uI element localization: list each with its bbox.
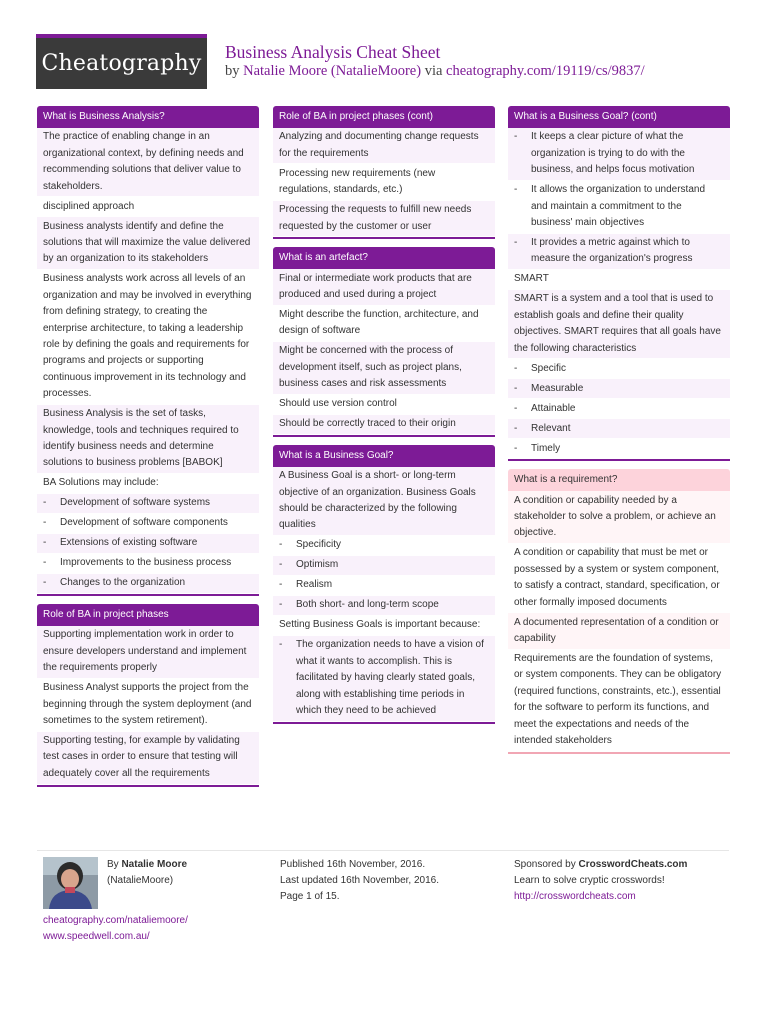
section-role-of-ba-in-project-phases-cont <box>273 106 495 239</box>
row-text: Specificity <box>296 539 342 551</box>
row-text: Improvements to the business process <box>60 557 232 569</box>
bullet-item <box>508 181 730 234</box>
text-row <box>37 128 259 197</box>
text-row <box>508 270 730 290</box>
bullet-dash: - <box>514 382 518 394</box>
text-row <box>37 405 259 474</box>
bullet-dash: - <box>514 236 518 248</box>
row-text: Analyzing and documenting change requests for the requirements <box>279 131 479 159</box>
bullet-dash: - <box>43 577 47 589</box>
bullet-item <box>508 439 730 459</box>
via-text: via <box>424 63 443 79</box>
bullet-item <box>37 514 259 534</box>
bullet-item <box>508 379 730 399</box>
row-text: It allows the organization to understand and maintain a commitment to the business' main objectives <box>531 184 705 228</box>
bullet-item <box>37 534 259 554</box>
text-row <box>273 395 495 415</box>
text-row <box>37 679 259 732</box>
bullet-item <box>37 554 259 574</box>
row-text: Processing the requests to fulfill new needs requested by the customer or user <box>279 204 472 232</box>
column-3 <box>508 106 730 762</box>
section-heading: Role of BA in project phases (cont) <box>273 106 495 128</box>
bullet-dash: - <box>514 131 518 143</box>
section-rows <box>273 467 495 724</box>
row-text: Requirements are the foundation of systems, or system components. They can be obligatory (required functions, constraints, etc.), essential for the software to perform its functions, and meet the expectations and needs of the intended stakeholders <box>514 652 722 747</box>
text-row <box>273 128 495 164</box>
text-row <box>37 197 259 217</box>
bullet-item <box>273 536 495 556</box>
bullet-dash: - <box>43 537 47 549</box>
section-heading: What is a Business Goal? <box>273 445 495 467</box>
row-text: A condition or capability that must be met or possessed by a system or system component, to satisfy a contract, standard, specification, or other formally imposed documents <box>514 547 720 608</box>
bullet-item <box>273 596 495 616</box>
section-what-is-an-artefact <box>273 247 495 437</box>
section-rows <box>273 269 495 437</box>
section-what-is-a-requirement <box>508 469 730 753</box>
footer-links <box>43 913 188 945</box>
row-text: Changes to the organization <box>60 577 186 589</box>
footer-by-label: By <box>107 859 119 870</box>
section-what-is-a-business-goal <box>273 445 495 724</box>
row-text: A documented representation of a condition or capability <box>514 616 719 644</box>
by-prefix: by <box>225 63 240 79</box>
text-row <box>273 616 495 636</box>
row-text: Measurable <box>531 382 584 394</box>
text-row <box>273 164 495 200</box>
row-text: Business analysts identify and define the solutions that will maximize the value delivered by an organization to its stakeholders <box>43 220 251 265</box>
bullet-item <box>508 399 730 419</box>
text-row <box>508 290 730 359</box>
row-text: A condition or capability needed by a stakeholder to solve a problem, or achieve an objective. <box>514 494 716 539</box>
section-heading: What is a requirement? <box>508 469 730 491</box>
row-text: Optimism <box>296 559 339 571</box>
cheatography-logo[interactable]: Cheatography <box>36 34 207 89</box>
section-rows <box>37 626 259 786</box>
bullet-dash: - <box>43 557 47 569</box>
author-website-link[interactable]: www.speedwell.com.au/ <box>43 931 150 942</box>
page-number: Page 1 of 15. <box>280 891 340 902</box>
bullet-dash: - <box>279 579 283 591</box>
section-heading: Role of BA in project phases <box>37 604 259 626</box>
text-row <box>508 650 730 752</box>
section-rows <box>37 128 259 596</box>
bullet-dash: - <box>43 497 47 509</box>
bullet-dash: - <box>279 599 283 611</box>
row-text: SMART is a system and a tool that is used to establish goals and define their quality objectives. SMART requires that all goals have the following characteristics <box>514 293 721 354</box>
row-text: Development of software components <box>60 517 228 529</box>
text-row <box>273 306 495 342</box>
section-rows <box>273 128 495 239</box>
bullet-dash: - <box>514 422 518 434</box>
text-row <box>37 270 259 405</box>
section-role-of-ba-in-project-phases <box>37 604 259 786</box>
bullet-item <box>273 576 495 596</box>
row-text: Supporting testing, for example by validating test cases in order to ensure that testing will adequately cover all the requirements <box>43 735 240 779</box>
bullet-item <box>508 359 730 379</box>
updated-date: Last updated 16th November, 2016. <box>280 875 440 886</box>
bullet-item <box>37 574 259 594</box>
row-text: SMART <box>514 273 549 285</box>
bullet-dash: - <box>514 362 518 374</box>
text-row <box>273 269 495 305</box>
sheet-url-link[interactable]: cheatography.com/19119/cs/9837/ <box>446 63 645 79</box>
bullet-dash: - <box>43 517 47 529</box>
row-text: Might describe the function, architecture, and design of software <box>279 308 479 337</box>
bullet-dash: - <box>514 184 518 196</box>
bullet-dash: - <box>514 402 518 414</box>
text-row <box>273 201 495 237</box>
row-text: Processing new requirements (new regulations, standards, etc.) <box>279 167 436 196</box>
text-row <box>508 613 730 649</box>
bullet-dash: - <box>514 442 518 454</box>
row-text: It keeps a clear picture of what the organization is trying to do with the business, and helps focus motivation <box>531 131 695 176</box>
bullet-item <box>508 128 730 181</box>
row-text: Attainable <box>531 402 576 414</box>
footer-author-name[interactable]: Natalie Moore <box>121 859 188 870</box>
page-title: Business Analysis Cheat Sheet <box>225 42 441 62</box>
row-text: Timely <box>531 442 561 454</box>
row-text: Business analysts work across all levels of an organization and may be involved in everything from defining strategy, to creating the enterprise architecture, to taking a leadership role by defining the goals and requirements for programs and projects or supporting continuous improvement in its technology and processes. <box>43 273 252 400</box>
bullet-dash: - <box>279 639 283 651</box>
footer-publish-info <box>280 857 439 905</box>
footer-divider <box>37 850 729 851</box>
text-row <box>37 474 259 494</box>
published-date: Published 16th November, 2016. <box>280 859 426 870</box>
bullet-dash: - <box>279 559 283 571</box>
row-text: Should use version control <box>279 398 397 410</box>
bullet-item <box>273 636 495 722</box>
section-rows <box>508 491 730 753</box>
footer-author-handle: (NatalieMoore) <box>107 875 174 886</box>
sponsor-url-link[interactable]: http://crosswordcheats.com <box>514 891 636 902</box>
text-row <box>273 467 495 536</box>
row-text: Supporting implementation work in order to ensure developers understand and implement the requirements properly <box>43 629 247 674</box>
text-row <box>508 491 730 544</box>
author-profile-link[interactable]: cheatography.com/nataliemoore/ <box>43 915 188 926</box>
row-text: Might be concerned with the process of development itself, such as project plans, business cases and risk assessments <box>279 345 462 390</box>
section-heading: What is an artefact? <box>273 247 495 269</box>
footer-sponsor <box>514 857 687 905</box>
author-avatar <box>43 857 98 909</box>
row-text: A Business Goal is a short- or long-term objective of an organization. Business Goals should be characterized by the following qualities <box>279 470 476 531</box>
text-row <box>37 217 259 270</box>
row-text: Business Analyst supports the project from the beginning through the system deployment (and sometimes to the system retirement). <box>43 682 252 727</box>
text-row <box>37 626 259 679</box>
bullet-item <box>508 419 730 439</box>
column-2 <box>273 106 495 732</box>
row-text: Extensions of existing software <box>60 537 198 549</box>
row-text: The organization needs to have a vision of what it wants to accomplish. This is facilitated by having clearly stated goals, along with establishing time periods in which they need to be achieved <box>296 639 484 716</box>
section-heading: What is Business Analysis? <box>37 106 259 128</box>
row-text: BA Solutions may include: <box>43 477 159 489</box>
row-text: Setting Business Goals is important because: <box>279 619 481 631</box>
section-what-is-business-analysis <box>37 106 259 596</box>
section-heading: What is a Business Goal? (cont) <box>508 106 730 128</box>
column-1 <box>37 106 259 795</box>
sponsored-by-label: Sponsored by <box>514 859 576 870</box>
row-text: Final or intermediate work products that are produced and used during a project <box>279 272 472 300</box>
row-text: Should be correctly traced to their origin <box>279 418 456 430</box>
section-rows <box>508 128 730 461</box>
row-text: disciplined approach <box>43 200 135 212</box>
person-icon <box>43 857 98 909</box>
bullet-item <box>37 494 259 514</box>
bullet-item <box>273 556 495 576</box>
text-row <box>508 544 730 613</box>
section-what-is-a-business-goal-cont <box>508 106 730 461</box>
sponsor-tagline: Learn to solve cryptic crosswords! <box>514 875 665 886</box>
row-text: Development of software systems <box>60 497 211 509</box>
sponsor-name[interactable]: CrosswordCheats.com <box>578 859 688 870</box>
row-text: Business Analysis is the set of tasks, knowledge, tools and techniques required to identify business needs and determine solutions to business problems [BABOK] <box>43 408 239 469</box>
row-text: Specific <box>531 362 567 374</box>
author-link[interactable]: Natalie Moore (NatalieMoore) <box>243 63 422 79</box>
row-text: It provides a metric against which to measure the organization's progress <box>531 236 693 265</box>
row-text: Realism <box>296 579 333 591</box>
row-text: Relevant <box>531 422 571 434</box>
row-text: The practice of enabling change in an organizational context, by defining needs and recommending solutions that deliver value to stakeholders. <box>43 131 244 192</box>
row-text: Both short- and long-term scope <box>296 599 439 611</box>
text-row <box>273 342 495 395</box>
byline <box>225 63 645 80</box>
bullet-item <box>508 234 730 270</box>
text-row <box>273 415 495 435</box>
text-row <box>37 732 259 785</box>
bullet-dash: - <box>279 539 283 551</box>
footer-author <box>107 857 187 889</box>
